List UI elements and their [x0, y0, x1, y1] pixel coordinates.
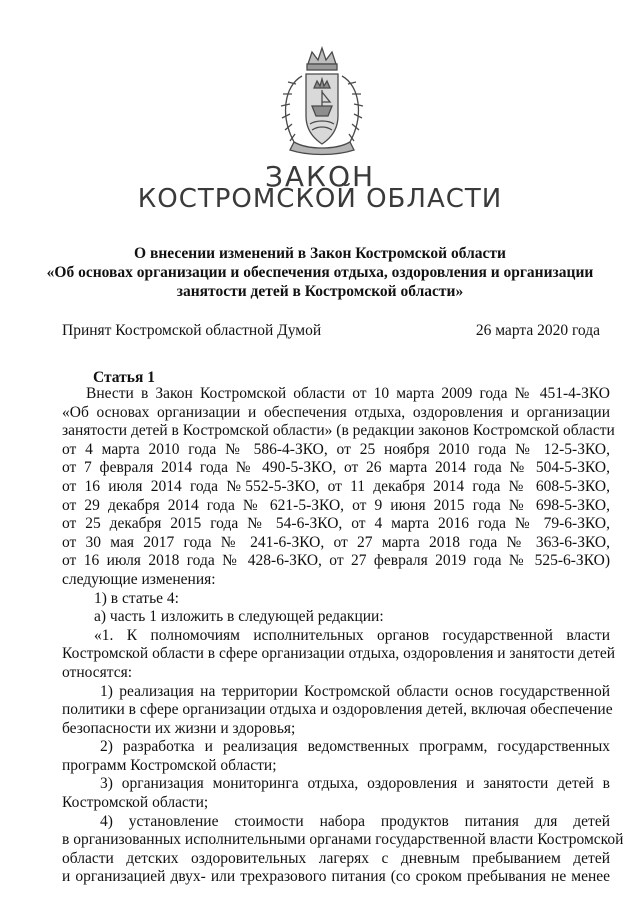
body-line: 1) в статье 4: [94, 589, 179, 607]
document-heading [40, 244, 600, 301]
body-line: безопасности их жизни и здоровья; [62, 719, 296, 737]
article-body [62, 385, 624, 887]
body-line: от 16 июля 2014 года №552-5-ЗКО, от 11 декабря 2014 года № 608-5-ЗКО, [62, 477, 610, 495]
body-line: Внести в Закон Костромской области от 10 марта 2009 года № 451-4-ЗКО [86, 385, 610, 402]
law-title-line2: КОСТРОМСКОЙ ОБЛАСТИ [137, 184, 503, 214]
article-title: Статья 1 [93, 369, 155, 386]
body-line: занятости детей в Костромской области» (в редакции законов Костромской области [62, 422, 615, 440]
heading-line: О внесении изменений в Закон Костромской области [134, 245, 506, 262]
body-line: 4) установление стоимости набора продуктов питания для детей [100, 812, 610, 830]
body-line: Костромской области; [62, 794, 209, 812]
adoption-line [62, 322, 600, 340]
body-line: от 25 декабря 2015 года № 54-6-ЗКО, от 4 марта 2016 года № 79-6-ЗКО, [62, 515, 610, 533]
body-line: и организацией двух- или трехразового питания (со сроком пребывания не менее [62, 868, 610, 886]
body-line: области детских оздоровительных лагерях с дневным пребыванием детей [62, 849, 610, 867]
body-line: от 4 марта 2010 года № 586-4-ЗКО, от 25 ноября 2010 года № 12-5-ЗКО, [62, 440, 610, 458]
body-line: от 29 декабря 2014 года № 621-5-ЗКО, от 9 июня 2015 года № 698-5-ЗКО, [62, 496, 610, 514]
body-line: от 16 июля 2018 года № 428-6-ЗКО, от 27 февраля 2019 года № 525-6-ЗКО) [62, 552, 610, 570]
body-line: 3) организация мониторинга отдыха, оздоровления и занятости детей в [100, 775, 610, 793]
body-line: в организованных исполнительными органами государственной власти Костромской [62, 831, 624, 849]
body-line: «1. К полномочиям исполнительных органов государственной власти [94, 626, 610, 644]
kostroma-coat-of-arms-icon [272, 46, 372, 158]
body-line: 2) разработка и реализация ведомственных программ, государственных [100, 738, 610, 756]
body-line: а) часть 1 изложить в следующей редакции: [94, 608, 384, 626]
law-title-line1: ЗАКОН [264, 160, 376, 193]
heading-line: «Об основах организации и обеспечения отдыха, оздоровления и организации [46, 264, 594, 281]
adoption-date: 26 марта 2020 года [475, 322, 600, 339]
body-line: «Об основах организации и обеспечения отдыха, оздоровления и организации [62, 403, 610, 421]
body-line: политики в сфере организации отдыха и оздоровления детей, включая обеспечение [62, 701, 613, 719]
heading-line: занятости детей в Костромской области» [176, 283, 464, 300]
body-line: от 30 мая 2017 года № 241-6-ЗКО, от 27 марта 2018 года № 363-6-ЗКО, [62, 533, 610, 551]
body-line: следующие изменения: [62, 570, 216, 588]
body-line: Костромской области в сфере организации отдыха, оздоровления и занятости детей [62, 645, 616, 663]
body-line: программ Костромской области; [62, 756, 277, 774]
body-line: относятся: [62, 663, 133, 681]
body-line: 1) реализация на территории Костромской области основ государственной [100, 682, 610, 700]
adopted-by: Принят Костромской областной Думой [62, 322, 322, 339]
body-line: от 7 февраля 2014 года № 490-5-ЗКО, от 26 марта 2014 года № 504-5-ЗКО, [62, 459, 610, 477]
